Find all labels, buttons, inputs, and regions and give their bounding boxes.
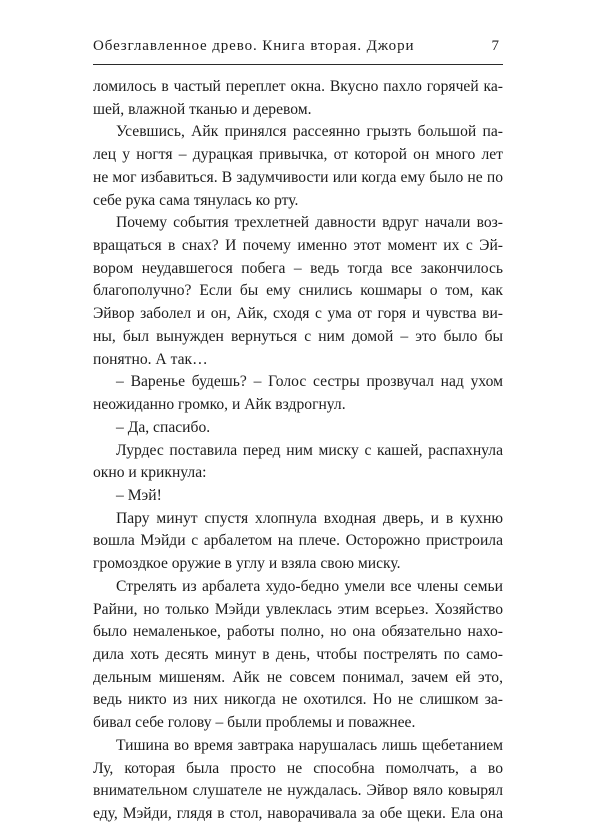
running-header-title: Обезглавленное древо. Книга вторая. Джори [93,38,415,54]
text-line: благополучно? Если бы ему снились кошмары о том, как [93,282,503,300]
text-line: Усевшись, Айк принялся рассеянно грызть большой па- [116,123,503,141]
text-line: дельным мишеням. Айк не совсем понимал, зачем ей это, [93,668,503,686]
text-line: себе рука сама тянулась ко рту. [93,191,299,209]
text-line: Стрелять из арбалета худо-бедно умели все члены семьи [116,577,503,595]
body-text [93,76,503,826]
text-line: ведь никто из них никогда не охотился. Но не слишком за- [93,691,503,709]
text-line: шей, влажной тканью и деревом. [93,100,312,118]
text-line: неожиданно громко, и Айк вздрогнул. [93,396,346,414]
text-line: – Мэй! [116,486,162,504]
text-line: ны, был вынужден вернуться с ним домой – это было бы [93,327,503,345]
text-line: Почему события трехлетней давности вдруг начали воз- [116,214,503,232]
text-line: Эйвор заболел и он, Айк, сходя с ума от горя и чувства ви- [93,305,503,323]
text-line: Лу, которая была просто не способна помолчать, а во [93,759,503,777]
text-line: лец у ногтя – дурацкая привычка, от которой он много лет [93,146,503,164]
book-page [93,0,503,822]
text-line: внимательном слушателе не нуждалась. Эйвор вяло ковырял [93,782,503,800]
text-line: ломилось в частый переплет окна. Вкусно пахло горячей ка- [93,78,503,95]
text-line: понятно. А так… [93,350,208,368]
text-line: – Варенье будешь? – Голос сестры прозвучал над ухом [116,373,503,391]
text-line: вращаться в снах? И почему именно этот момент их с Эй- [93,237,503,255]
text-line: вошла Мэйди с арбалетом на плече. Осторожно пристроила [93,532,503,550]
text-line: Тишина во время завтрака нарушалась лишь щебетанием [116,736,503,754]
text-line: бивал себе голову – были проблемы и поважнее. [93,714,416,732]
text-line: окно и крикнула: [93,464,207,482]
page-number: 7 [491,38,499,54]
text-line: не мог избавиться. В задумчивости или когда ему было не по [93,168,503,186]
text-line: Лурдес поставила перед ним миску с кашей, распахнула [116,441,503,459]
text-line: Пару минут спустя хлопнула входная дверь, и в кухню [116,509,503,527]
text-line: – Да, спасибо. [116,418,211,436]
text-line: громоздкое оружие в углу и взяла свою миску. [93,555,401,573]
text-line: вором неудавшегося побега – ведь тогда все закончилось [93,259,503,277]
text-line: дила хоть десять минут в день, чтобы пострелять по само- [93,645,503,663]
text-line: Райни, но только Мэйди увлеклась этим всерьез. Хозяйство [93,600,503,618]
running-header [93,38,503,62]
header-rule [93,64,503,65]
text-line: еду, Мэйди, глядя в стол, наворачивала за обе щеки. Ела она [93,805,503,822]
text-line: было немаленькое, работы полно, но она обязательно нахо- [93,623,503,641]
